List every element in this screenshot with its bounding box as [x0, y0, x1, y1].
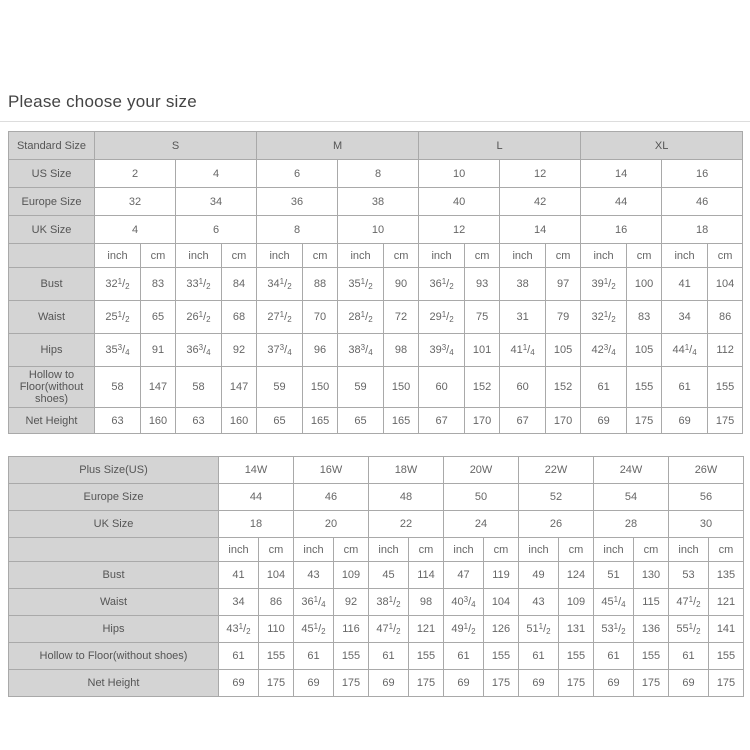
row-label: Hips: [9, 616, 219, 643]
unit-cell: inch: [594, 538, 634, 562]
size-group-cell: 24W: [594, 457, 669, 484]
measure-value-cell: $49^1/_2$: [444, 616, 484, 643]
measure-value-cell: 61: [444, 643, 484, 670]
unit-cell: inch: [581, 244, 627, 268]
row-label: [9, 538, 219, 562]
size-value-cell: 8: [257, 216, 338, 244]
measure-value-cell: 150: [384, 367, 419, 408]
unit-cell: cm: [546, 244, 581, 268]
measure-value-cell: 109: [334, 562, 369, 589]
measure-value-cell: $32^1/_2$: [95, 268, 141, 301]
measure-value-cell: $43^1/_2$: [219, 616, 259, 643]
divider: [0, 121, 750, 122]
size-value-cell: 12: [500, 160, 581, 188]
size-group-cell: XL: [581, 132, 743, 160]
measure-value-cell: 31: [500, 301, 546, 334]
measure-value-cell: 69: [369, 670, 409, 697]
plus-size-table: [8, 456, 744, 697]
measure-value-cell: 155: [484, 643, 519, 670]
measure-value-cell: 165: [303, 408, 338, 434]
unit-cell: cm: [627, 244, 662, 268]
row-label: US Size: [9, 160, 95, 188]
measure-value-cell: 175: [709, 670, 744, 697]
size-value-cell: 10: [338, 216, 419, 244]
unit-cell: inch: [669, 538, 709, 562]
measure-value-cell: $29^1/_2$: [419, 301, 465, 334]
measure-value-cell: 104: [708, 268, 743, 301]
measure-value-cell: 86: [259, 589, 294, 616]
measure-value-cell: 175: [634, 670, 669, 697]
measure-value-cell: 84: [222, 268, 257, 301]
row-label: Hips: [9, 334, 95, 367]
size-value-cell: 16: [581, 216, 662, 244]
size-group-cell: 18W: [369, 457, 444, 484]
page-title: Please choose your size: [8, 92, 197, 111]
measure-value-cell: 175: [627, 408, 662, 434]
size-value-cell: 18: [219, 511, 294, 538]
measure-value-cell: $27^1/_2$: [257, 301, 303, 334]
measure-value-cell: 88: [303, 268, 338, 301]
table-gap: [8, 434, 742, 456]
size-value-cell: 12: [419, 216, 500, 244]
measure-value-cell: $38^1/_2$: [369, 589, 409, 616]
unit-cell: cm: [259, 538, 294, 562]
unit-cell: inch: [500, 244, 546, 268]
size-value-cell: 6: [176, 216, 257, 244]
measure-value-cell: 160: [141, 408, 176, 434]
size-value-cell: 50: [444, 484, 519, 511]
measure-value-cell: 160: [222, 408, 257, 434]
size-value-cell: 52: [519, 484, 594, 511]
measure-value-cell: $38^3/_4$: [338, 334, 384, 367]
measure-value-cell: $37^3/_4$: [257, 334, 303, 367]
measure-value-cell: 155: [259, 643, 294, 670]
unit-cell: inch: [176, 244, 222, 268]
measure-value-cell: 155: [559, 643, 594, 670]
measure-value-cell: 41: [662, 268, 708, 301]
measure-value-cell: 155: [634, 643, 669, 670]
size-value-cell: 42: [500, 188, 581, 216]
measure-value-cell: 69: [581, 408, 627, 434]
measure-value-cell: 61: [219, 643, 259, 670]
measure-value-cell: 59: [257, 367, 303, 408]
measure-value-cell: 38: [500, 268, 546, 301]
size-group-cell: 14W: [219, 457, 294, 484]
row-label: Hollow to Floor(without shoes): [9, 367, 95, 408]
size-value-cell: 26: [519, 511, 594, 538]
measure-value-cell: 175: [334, 670, 369, 697]
size-value-cell: 40: [419, 188, 500, 216]
measure-value-cell: 105: [627, 334, 662, 367]
row-label: Standard Size: [9, 132, 95, 160]
unit-cell: inch: [338, 244, 384, 268]
measure-value-cell: $39^3/_4$: [419, 334, 465, 367]
row-label: Bust: [9, 268, 95, 301]
size-value-cell: 46: [662, 188, 743, 216]
measure-value-cell: 175: [559, 670, 594, 697]
measure-value-cell: 61: [662, 367, 708, 408]
size-group-cell: 26W: [669, 457, 744, 484]
size-group-cell: L: [419, 132, 581, 160]
measure-value-cell: 155: [627, 367, 662, 408]
measure-value-cell: 152: [546, 367, 581, 408]
row-label: Europe Size: [9, 484, 219, 511]
measure-value-cell: 63: [95, 408, 141, 434]
measure-value-cell: $35^1/_2$: [338, 268, 384, 301]
unit-cell: inch: [444, 538, 484, 562]
measure-value-cell: 69: [594, 670, 634, 697]
measure-value-cell: $47^1/_2$: [669, 589, 709, 616]
measure-value-cell: $42^3/_4$: [581, 334, 627, 367]
unit-cell: inch: [419, 244, 465, 268]
size-value-cell: 6: [257, 160, 338, 188]
size-value-cell: 4: [176, 160, 257, 188]
row-label: Bust: [9, 562, 219, 589]
size-value-cell: 46: [294, 484, 369, 511]
measure-value-cell: 152: [465, 367, 500, 408]
measure-value-cell: 90: [384, 268, 419, 301]
measure-value-cell: 83: [141, 268, 176, 301]
size-group-cell: 22W: [519, 457, 594, 484]
measure-value-cell: $51^1/_2$: [519, 616, 559, 643]
measure-value-cell: 86: [708, 301, 743, 334]
measure-value-cell: 63: [176, 408, 222, 434]
size-value-cell: 54: [594, 484, 669, 511]
measure-value-cell: 68: [222, 301, 257, 334]
measure-value-cell: 112: [708, 334, 743, 367]
row-label: Net Height: [9, 670, 219, 697]
measure-value-cell: 92: [222, 334, 257, 367]
measure-value-cell: 155: [409, 643, 444, 670]
measure-value-cell: 69: [219, 670, 259, 697]
measure-value-cell: 96: [303, 334, 338, 367]
unit-cell: cm: [334, 538, 369, 562]
size-value-cell: 4: [95, 216, 176, 244]
measure-value-cell: 114: [409, 562, 444, 589]
measure-value-cell: 91: [141, 334, 176, 367]
size-group-cell: 16W: [294, 457, 369, 484]
measure-value-cell: $33^1/_2$: [176, 268, 222, 301]
unit-cell: inch: [662, 244, 708, 268]
measure-value-cell: 34: [219, 589, 259, 616]
measure-value-cell: 155: [708, 367, 743, 408]
measure-value-cell: $36^3/_4$: [176, 334, 222, 367]
size-value-cell: 28: [594, 511, 669, 538]
size-value-cell: 22: [369, 511, 444, 538]
measure-value-cell: 61: [594, 643, 634, 670]
measure-value-cell: 83: [627, 301, 662, 334]
size-value-cell: 44: [219, 484, 294, 511]
measure-value-cell: 61: [294, 643, 334, 670]
measure-value-cell: 97: [546, 268, 581, 301]
measure-value-cell: 93: [465, 268, 500, 301]
measure-value-cell: $44^1/_4$: [662, 334, 708, 367]
unit-cell: inch: [257, 244, 303, 268]
measure-value-cell: $45^1/_4$: [594, 589, 634, 616]
size-value-cell: 14: [581, 160, 662, 188]
size-value-cell: 20: [294, 511, 369, 538]
measure-value-cell: 150: [303, 367, 338, 408]
size-value-cell: 8: [338, 160, 419, 188]
unit-cell: cm: [634, 538, 669, 562]
measure-value-cell: 65: [338, 408, 384, 434]
measure-value-cell: 124: [559, 562, 594, 589]
measure-value-cell: $40^3/_4$: [444, 589, 484, 616]
unit-cell: cm: [384, 244, 419, 268]
unit-cell: cm: [484, 538, 519, 562]
row-label: UK Size: [9, 511, 219, 538]
measure-value-cell: 51: [594, 562, 634, 589]
standard-size-table: [8, 131, 743, 434]
measure-value-cell: 60: [500, 367, 546, 408]
unit-cell: cm: [141, 244, 176, 268]
measure-value-cell: 75: [465, 301, 500, 334]
unit-cell: inch: [95, 244, 141, 268]
measure-value-cell: 92: [334, 589, 369, 616]
measure-value-cell: 58: [95, 367, 141, 408]
unit-cell: inch: [219, 538, 259, 562]
row-label: Europe Size: [9, 188, 95, 216]
measure-value-cell: 72: [384, 301, 419, 334]
measure-value-cell: $45^1/_2$: [294, 616, 334, 643]
measure-value-cell: 61: [369, 643, 409, 670]
measure-value-cell: $36^1/_4$: [294, 589, 334, 616]
measure-value-cell: 79: [546, 301, 581, 334]
measure-value-cell: 69: [444, 670, 484, 697]
measure-value-cell: 175: [708, 408, 743, 434]
size-value-cell: 34: [176, 188, 257, 216]
measure-value-cell: 141: [709, 616, 744, 643]
size-value-cell: 44: [581, 188, 662, 216]
measure-value-cell: 69: [519, 670, 559, 697]
size-value-cell: 10: [419, 160, 500, 188]
measure-value-cell: 61: [669, 643, 709, 670]
measure-value-cell: 41: [219, 562, 259, 589]
measure-value-cell: 104: [259, 562, 294, 589]
measure-value-cell: 69: [294, 670, 334, 697]
measure-value-cell: $35^3/_4$: [95, 334, 141, 367]
measure-value-cell: 165: [384, 408, 419, 434]
measure-value-cell: 43: [519, 589, 559, 616]
measure-value-cell: 126: [484, 616, 519, 643]
size-group-cell: 20W: [444, 457, 519, 484]
measure-value-cell: 147: [141, 367, 176, 408]
measure-value-cell: 147: [222, 367, 257, 408]
measure-value-cell: $32^1/_2$: [581, 301, 627, 334]
measure-value-cell: 104: [484, 589, 519, 616]
size-value-cell: 48: [369, 484, 444, 511]
measure-value-cell: 175: [409, 670, 444, 697]
size-value-cell: 32: [95, 188, 176, 216]
measure-value-cell: $26^1/_2$: [176, 301, 222, 334]
measure-value-cell: 175: [484, 670, 519, 697]
measure-value-cell: 45: [369, 562, 409, 589]
measure-value-cell: 67: [419, 408, 465, 434]
row-label: UK Size: [9, 216, 95, 244]
measure-value-cell: 109: [559, 589, 594, 616]
measure-value-cell: 100: [627, 268, 662, 301]
measure-value-cell: 121: [409, 616, 444, 643]
measure-value-cell: 34: [662, 301, 708, 334]
row-label: Net Height: [9, 408, 95, 434]
unit-cell: inch: [369, 538, 409, 562]
size-value-cell: 56: [669, 484, 744, 511]
measure-value-cell: 61: [519, 643, 559, 670]
unit-cell: inch: [294, 538, 334, 562]
measure-value-cell: 121: [709, 589, 744, 616]
row-label: Hollow to Floor(without shoes): [9, 643, 219, 670]
measure-value-cell: 105: [546, 334, 581, 367]
measure-value-cell: $41^1/_4$: [500, 334, 546, 367]
measure-value-cell: $39^1/_2$: [581, 268, 627, 301]
measure-value-cell: $25^1/_2$: [95, 301, 141, 334]
measure-value-cell: 135: [709, 562, 744, 589]
unit-cell: cm: [709, 538, 744, 562]
row-label: Waist: [9, 589, 219, 616]
size-value-cell: 38: [338, 188, 419, 216]
measure-value-cell: 130: [634, 562, 669, 589]
size-value-cell: 30: [669, 511, 744, 538]
measure-value-cell: 69: [669, 670, 709, 697]
measure-value-cell: 49: [519, 562, 559, 589]
size-value-cell: 14: [500, 216, 581, 244]
row-label: [9, 244, 95, 268]
measure-value-cell: 131: [559, 616, 594, 643]
measure-value-cell: 136: [634, 616, 669, 643]
measure-value-cell: 155: [334, 643, 369, 670]
row-label: Plus Size(US): [9, 457, 219, 484]
measure-value-cell: 115: [634, 589, 669, 616]
measure-value-cell: 53: [669, 562, 709, 589]
measure-value-cell: 67: [500, 408, 546, 434]
measure-value-cell: $47^1/_2$: [369, 616, 409, 643]
measure-value-cell: $36^1/_2$: [419, 268, 465, 301]
measure-value-cell: 65: [141, 301, 176, 334]
size-group-cell: S: [95, 132, 257, 160]
unit-cell: cm: [303, 244, 338, 268]
measure-value-cell: 58: [176, 367, 222, 408]
size-value-cell: 24: [444, 511, 519, 538]
measure-value-cell: 69: [662, 408, 708, 434]
size-value-cell: 2: [95, 160, 176, 188]
row-label: Waist: [9, 301, 95, 334]
size-group-cell: M: [257, 132, 419, 160]
measure-value-cell: 155: [709, 643, 744, 670]
measure-value-cell: $28^1/_2$: [338, 301, 384, 334]
unit-cell: cm: [409, 538, 444, 562]
measure-value-cell: 116: [334, 616, 369, 643]
unit-cell: cm: [222, 244, 257, 268]
measure-value-cell: 70: [303, 301, 338, 334]
unit-cell: inch: [519, 538, 559, 562]
size-value-cell: 36: [257, 188, 338, 216]
size-value-cell: 18: [662, 216, 743, 244]
measure-value-cell: $55^1/_2$: [669, 616, 709, 643]
measure-value-cell: 110: [259, 616, 294, 643]
size-value-cell: 16: [662, 160, 743, 188]
unit-cell: cm: [559, 538, 594, 562]
measure-value-cell: 43: [294, 562, 334, 589]
measure-value-cell: 170: [465, 408, 500, 434]
measure-value-cell: $34^1/_2$: [257, 268, 303, 301]
measure-value-cell: 119: [484, 562, 519, 589]
measure-value-cell: 98: [384, 334, 419, 367]
unit-cell: cm: [465, 244, 500, 268]
measure-value-cell: 47: [444, 562, 484, 589]
measure-value-cell: 59: [338, 367, 384, 408]
measure-value-cell: 101: [465, 334, 500, 367]
measure-value-cell: $53^1/_2$: [594, 616, 634, 643]
measure-value-cell: 170: [546, 408, 581, 434]
measure-value-cell: 175: [259, 670, 294, 697]
measure-value-cell: 61: [581, 367, 627, 408]
measure-value-cell: 65: [257, 408, 303, 434]
measure-value-cell: 98: [409, 589, 444, 616]
measure-value-cell: 60: [419, 367, 465, 408]
unit-cell: cm: [708, 244, 743, 268]
